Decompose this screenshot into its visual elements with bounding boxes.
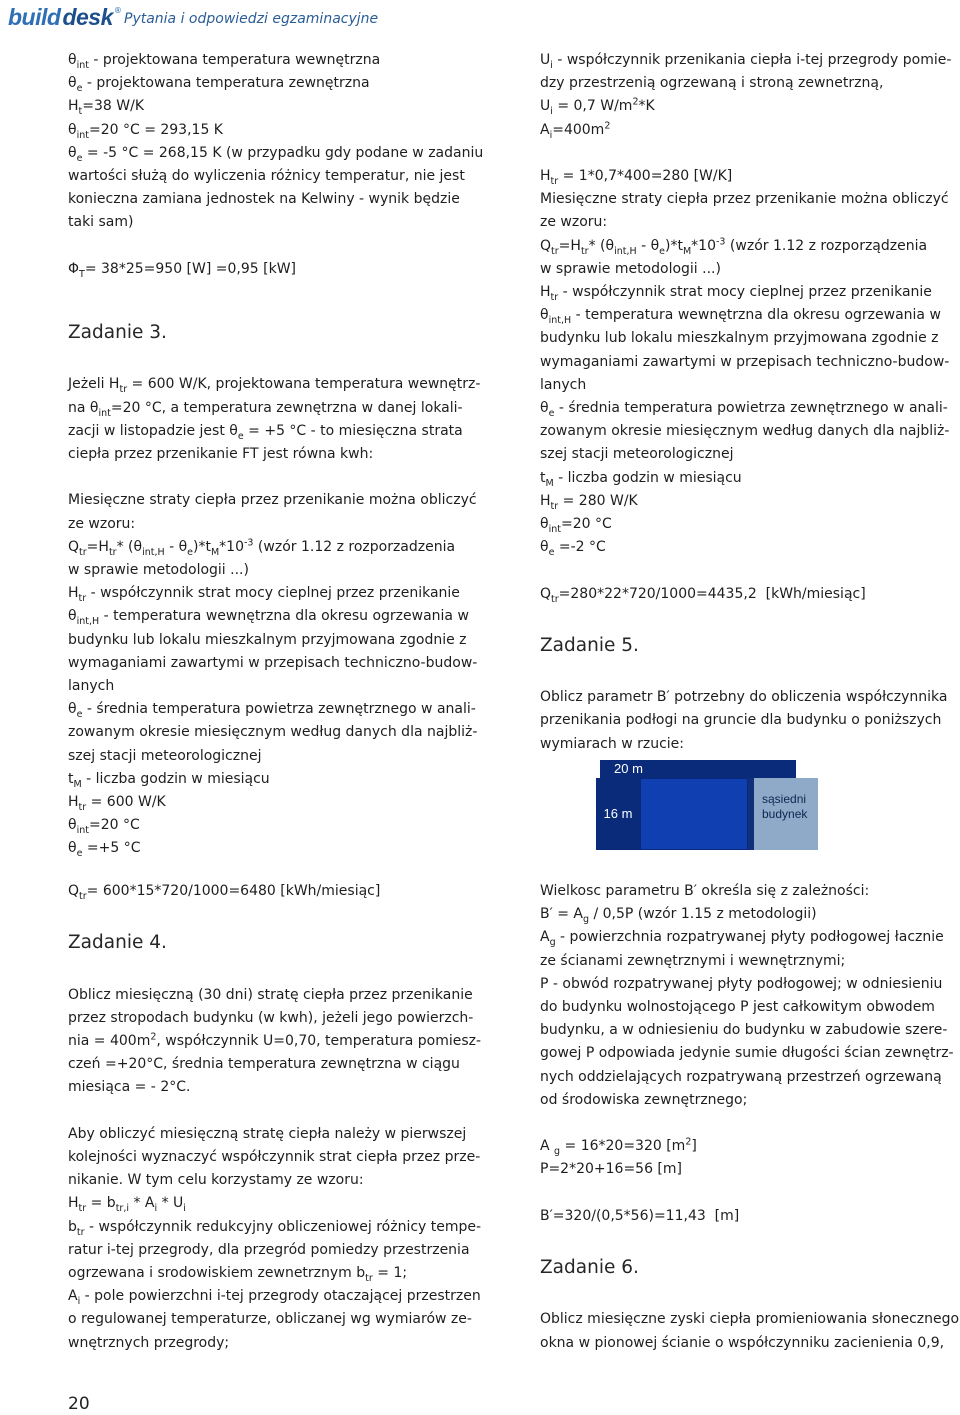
problem-3-line: ciepła przez przenikanie FT jest równa kwh: <box>68 446 374 462</box>
value-htr: $H_{tr} = 280$ W/K <box>540 492 638 512</box>
result-phi: $\Phi_T= 38*25=950$ [W] =0,95 [kW] <box>68 260 296 280</box>
text-line: wartości służą do wyliczenia różnicy temperatur, nie jest <box>68 168 465 185</box>
value-theta-int: $\theta_{int}=20$ °C = 293,15 K <box>68 121 223 141</box>
logo-desk-text: desk <box>62 4 113 30</box>
value-theta-int: $\theta_{int}=20$ °C <box>540 516 612 535</box>
neighbouring-building <box>748 778 818 850</box>
heading-zadanie-6: Zadanie 6. <box>540 1257 639 1279</box>
problem-5-line: Oblicz parametr B′ potrzebny do obliczenia współczynnika <box>540 689 948 706</box>
calc-ag: A $_g$ = 16*20=320 $[m^2]$ <box>540 1136 697 1158</box>
value-ht: $H_t=38$ W/K <box>68 98 145 118</box>
text-line: lanych <box>68 678 115 695</box>
formula-qtr: $Q_{tr}=H_{tr}*$ $(\theta_{int,H} - \theta_e)*t_M*10^{-3}$ (wzór 1.12 z rozporządzenia <box>540 235 928 257</box>
problem-6-line: Oblicz miesięczne zyski ciepła promieniowania słonecznego <box>540 1311 960 1328</box>
problem-6-line: okna w pionowej ścianie o współczynniku zacienienia 0,9, <box>540 1334 945 1351</box>
definition-htr: $H_{tr}$ - współczynnik strat mocy cieplnej przez przenikanie <box>540 284 932 303</box>
text-line: Miesięczne straty ciepła przez przenikanie można obliczyć <box>540 191 949 208</box>
neighbour-label-line: budynek <box>762 806 808 821</box>
text-line: ogrzewana i srodowiskiem zewnetrznym $b_{tr} = 1$; <box>68 1265 408 1284</box>
text-line: ze ścianami zewnętrznymi i wewnętrznymi; <box>540 952 846 969</box>
text-line: ze wzoru: <box>68 515 136 532</box>
problem-4-line: miesiąca = - 2°C. <box>68 1079 191 1096</box>
text-line: nikanie. W tym celu korzystamy ze wzoru: <box>68 1172 364 1189</box>
text-line: wymaganiami zawartymi w przepisach techniczno-budow- <box>540 353 950 370</box>
definition-theta-int-h: $\theta_{int,H}$ - temperatura wewnętrzna dla okresu ogrzewania w <box>540 307 941 327</box>
dimension-width-label: 20 m <box>600 760 796 778</box>
text-line: wymaganiami zawartymi w przepisach techniczno-budow- <box>68 654 478 671</box>
definition-theta-int-h: $\theta_{int,H}$ - temperatura wewnętrzna dla okresu ogrzewania w <box>68 608 469 628</box>
result-qtr: $Q_{tr}= 600*15*720/1000=6480$ [kWh/miesiąc] <box>68 883 381 902</box>
problem-5-line: przenikania podłogi na gruncie dla budynku o poniższych <box>540 712 942 729</box>
text-line: zowanym okresie miesięcznym według danych dla najbliż- <box>68 724 478 741</box>
text-line: zowanym okresie miesięcznym według danych dla najbliż- <box>540 423 950 440</box>
text-line: budynku lub lokalu mieszkalnym przyjmowana zgodnie z <box>540 330 939 347</box>
definition-tm: $t_M$ - liczba godzin w miesiącu <box>540 469 742 489</box>
left-column-bottom <box>68 880 488 1355</box>
text-line: konieczna zamiana jednostek na Kelwiny - wynik będzie <box>68 191 460 208</box>
text-line: kolejności wyznaczyć współczynnik strat ciepła przez prze- <box>68 1148 481 1165</box>
text-line: w sprawie metodologii ...) <box>540 260 721 277</box>
right-column-bottom <box>540 880 960 1355</box>
problem-4-line: Oblicz miesięczną (30 dni) stratę ciepła przez przenikanie <box>68 986 473 1003</box>
heading-zadanie-5: Zadanie 5. <box>540 635 639 657</box>
result-htr: $H_{tr} = 1*0,7*400=280$ [W/K] <box>540 168 733 187</box>
building-footprint <box>640 778 748 850</box>
heading-zadanie-3: Zadanie 3. <box>68 322 167 344</box>
calc-p: P=2*20+16=56 [m] <box>540 1161 682 1178</box>
text-line: Wielkosc parametru B′ określa się z zależności: <box>540 883 870 899</box>
text-line: P - obwód rozpatrywanej płyty podłogowej; w odniesieniu <box>540 975 943 992</box>
left-column-top <box>68 49 488 861</box>
text-line: od środowiska zewnętrznego; <box>540 1091 748 1108</box>
calc-b-prime: B′=320/(0,5*56)=11,43 [m] <box>540 1207 740 1224</box>
text-line: ze wzoru: <box>540 214 608 231</box>
building-plan-figure <box>540 760 820 850</box>
text-line: budynku lub lokalu mieszkalnym przyjmowana zgodnie z <box>68 631 467 648</box>
text-line: nych oddzielających rozpatrywaną przestrzeń ogrzewaną <box>540 1068 942 1085</box>
right-column-top <box>540 49 960 850</box>
definition-theta-e: $\theta_e$ - średnia temperatura powietrza zewnętrznego w anali- <box>68 701 476 721</box>
formula-qtr: $Q_{tr}=H_{tr}*$ $(\theta_{int,H} - \theta_e)*t_M*10^{-3}$ (wzór 1.12 z rozporzadzenia <box>68 537 456 558</box>
text-line: ratur i-tej przegrody, dla przegród pomiedzy przestrzenia <box>68 1241 470 1258</box>
result-qtr: $Q_{tr}=280*22*720/1000=4435,2$ [kWh/miesiąc] <box>540 585 866 605</box>
problem-3-line: na $\theta_{int}=20$ °C, a temperatura zewnętrzna w danej lokali- <box>68 399 463 419</box>
problem-4-line: nia = $400m^2$, współczynnik U=0,70, temperatura pomiesz- <box>68 1031 482 1049</box>
text-line: szej stacji meteorologicznej <box>68 747 262 764</box>
text-line: wnętrznych przegrody; <box>68 1334 230 1351</box>
heading-zadanie-4: Zadanie 4. <box>68 932 167 954</box>
text-line: w sprawie metodologii ...) <box>68 562 249 578</box>
text-line: budynku, a w odniesieniu do budynku w zabudowie szere- <box>540 1022 948 1039</box>
definition-ai: $A_i$ - pole powierzchni i-tej przegrody otaczającej przestrzen <box>68 1288 481 1307</box>
value-theta-e: $\theta_e = -5$ °C = 268,15 K (w przypadku gdy podane w zadaniu <box>68 144 484 164</box>
problem-4-line: przez stropodach budynku (w kwh), jeżeli jego powierzch- <box>68 1009 474 1026</box>
formula-htr: $H_{tr} = b_{tr,i} * A_i * U_i$ <box>68 1195 186 1215</box>
value-theta-int: $\theta_{int}=20$ °C <box>68 817 140 837</box>
value-theta-e: $\theta_e =-2$ °C <box>540 539 606 559</box>
page-header <box>0 0 960 36</box>
definition-tm: $t_M$ - liczba godzin w miesiącu <box>68 770 270 790</box>
text-line: o regulowanej temperaturze, obliczanej wg wymiarów ze- <box>68 1311 472 1328</box>
definition-theta-e: $\theta_e$ - średnia temperatura powietrza zewnętrznego w anali- <box>540 400 948 419</box>
text-line: do budynku wolnostojącego P jest całkowitym obwodem <box>540 999 935 1016</box>
logo-build-text: build <box>8 4 61 30</box>
text-line: Aby obliczyć miesięczną stratę ciepła należy w pierwszej <box>68 1125 467 1142</box>
header-subtitle: Pytania i odpowiedzi egzaminacyjne <box>124 11 379 27</box>
dimension-depth-label: 16 m <box>596 778 640 850</box>
value-ui: $U_i = 0,7$ $W/m^2*K$ <box>540 96 655 118</box>
definition-ag: $A_g$ - powierzchnia rozpatrywanej płyty podłogowej łacznie <box>540 929 944 949</box>
definition-ui: $U_i$ - współczynnik przenikania ciepła i-tej przegrody pomie- <box>540 52 952 71</box>
definition-htr: $H_{tr}$ - współczynnik strat mocy cieplnej przez przenikanie <box>68 585 460 604</box>
logo-registered-mark: ® <box>113 6 122 15</box>
neighbour-label-line: sąsiedni <box>762 791 807 806</box>
problem-5-line: wymiarach w rzucie: <box>540 735 684 752</box>
definition-theta-e: $\theta_e$ - projektowana temperatura zewnętrzna <box>68 75 370 94</box>
definition-btr: $b_{tr}$ - współczynnik redukcyjny obliczeniowej różnicy tempe- <box>68 1218 482 1238</box>
problem-4-line: czeń =+20°C, średnia temperatura zewnętrzna w ciągu <box>68 1056 460 1073</box>
problem-3-line: Jeżeli $H_{tr} = 600$ W/K, projektowana temperatura wewnętrz- <box>68 376 481 396</box>
text-line: dzy przestrzenią ogrzewaną i stroną zewnetrzną, <box>540 75 884 92</box>
text-line: taki sam) <box>68 214 134 231</box>
text-line: lanych <box>540 376 587 393</box>
text-line: gowej P odpowiada jedynie sumie długości ścian zewnętrz- <box>540 1045 954 1062</box>
value-ai: $A_i=400m^2$ <box>540 119 611 141</box>
build-desk-logo <box>8 4 122 31</box>
text-line: szej stacji meteorologicznej <box>540 446 734 463</box>
value-theta-e: $\theta_e =+5$ °C <box>68 840 141 860</box>
text-line: Miesięczne straty ciepła przez przenikanie można obliczyć <box>68 492 477 509</box>
formula-b-prime: $B' = A_g / 0,5P$ (wzór 1.15 z metodologii) <box>540 906 817 925</box>
problem-3-line: zacji w listopadzie jest $\theta_e = +5$ °C - to miesięczna strata <box>68 422 463 442</box>
definition-theta-int: $\theta_{int}$ - projektowana temperatura wewnętrzna <box>68 52 381 71</box>
value-htr: $H_{tr} = 600$ W/K <box>68 794 166 813</box>
page-number: 20 <box>68 1394 90 1414</box>
